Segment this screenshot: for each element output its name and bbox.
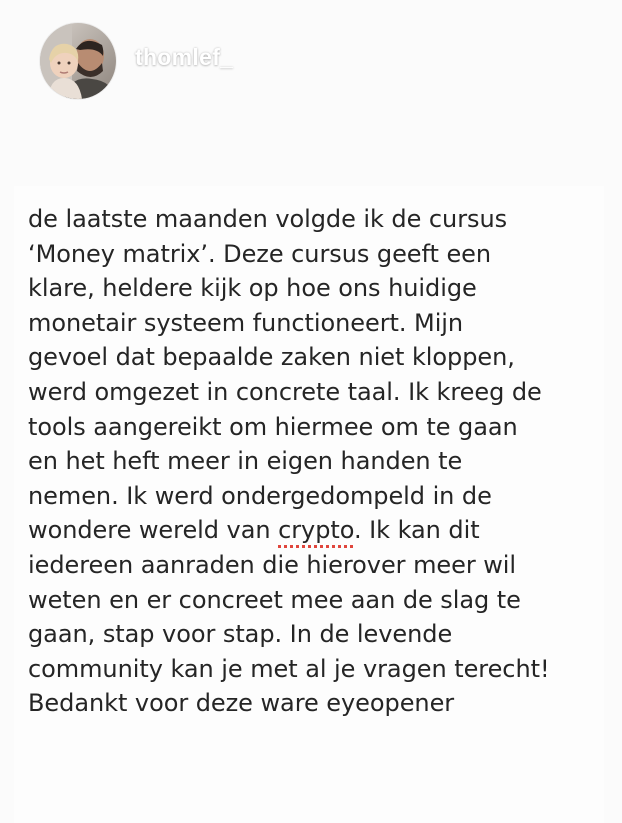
text-line-13: gaan, stap voor stap. In de levende [28,620,453,649]
username[interactable]: thomlef_ [135,43,234,70]
text-line-11: iedereen aanraden die hierover meer wil [28,550,517,579]
text-line-15: Bedankt voor deze ware eyeopener [28,689,455,718]
spellcheck-flagged-word[interactable]: crypto [278,516,354,545]
text-line-12: weten en er concreet mee aan de slag te [28,585,521,614]
text-line-2: ‘Money matrix’. Deze cursus geeft een [28,239,492,268]
text-line-5: gevoel dat bepaalde zaken niet kloppen, [28,343,515,372]
text-line-14: community kan je met al je vragen terecht! [28,654,550,683]
text-line-8: en het heft meer in eigen handen te [28,447,463,476]
text-line-10-before: wondere wereld van [28,516,279,545]
profile-avatar[interactable] [40,23,116,99]
text-line-6: werd omgezet in concrete taal. Ik kreeg de [28,377,542,406]
text-line-3: klare, heldere kijk op hoe ons huidige [28,274,477,303]
story-header [40,22,233,100]
text-line-1: de laatste maanden volgde ik de cursus [28,205,508,233]
profile-photo-avatar-icon [40,23,116,99]
review-text [28,202,608,721]
text-line-10 [28,513,608,548]
text-line-7: tools aangereikt om hiermee om te gaan [28,412,518,441]
text-line-9: nemen. Ik werd ondergedompeld in de [28,481,492,510]
text-line-4: monetair systeem functioneert. Mijn [28,308,464,337]
text-line-10-after: . Ik kan dit [353,516,480,545]
